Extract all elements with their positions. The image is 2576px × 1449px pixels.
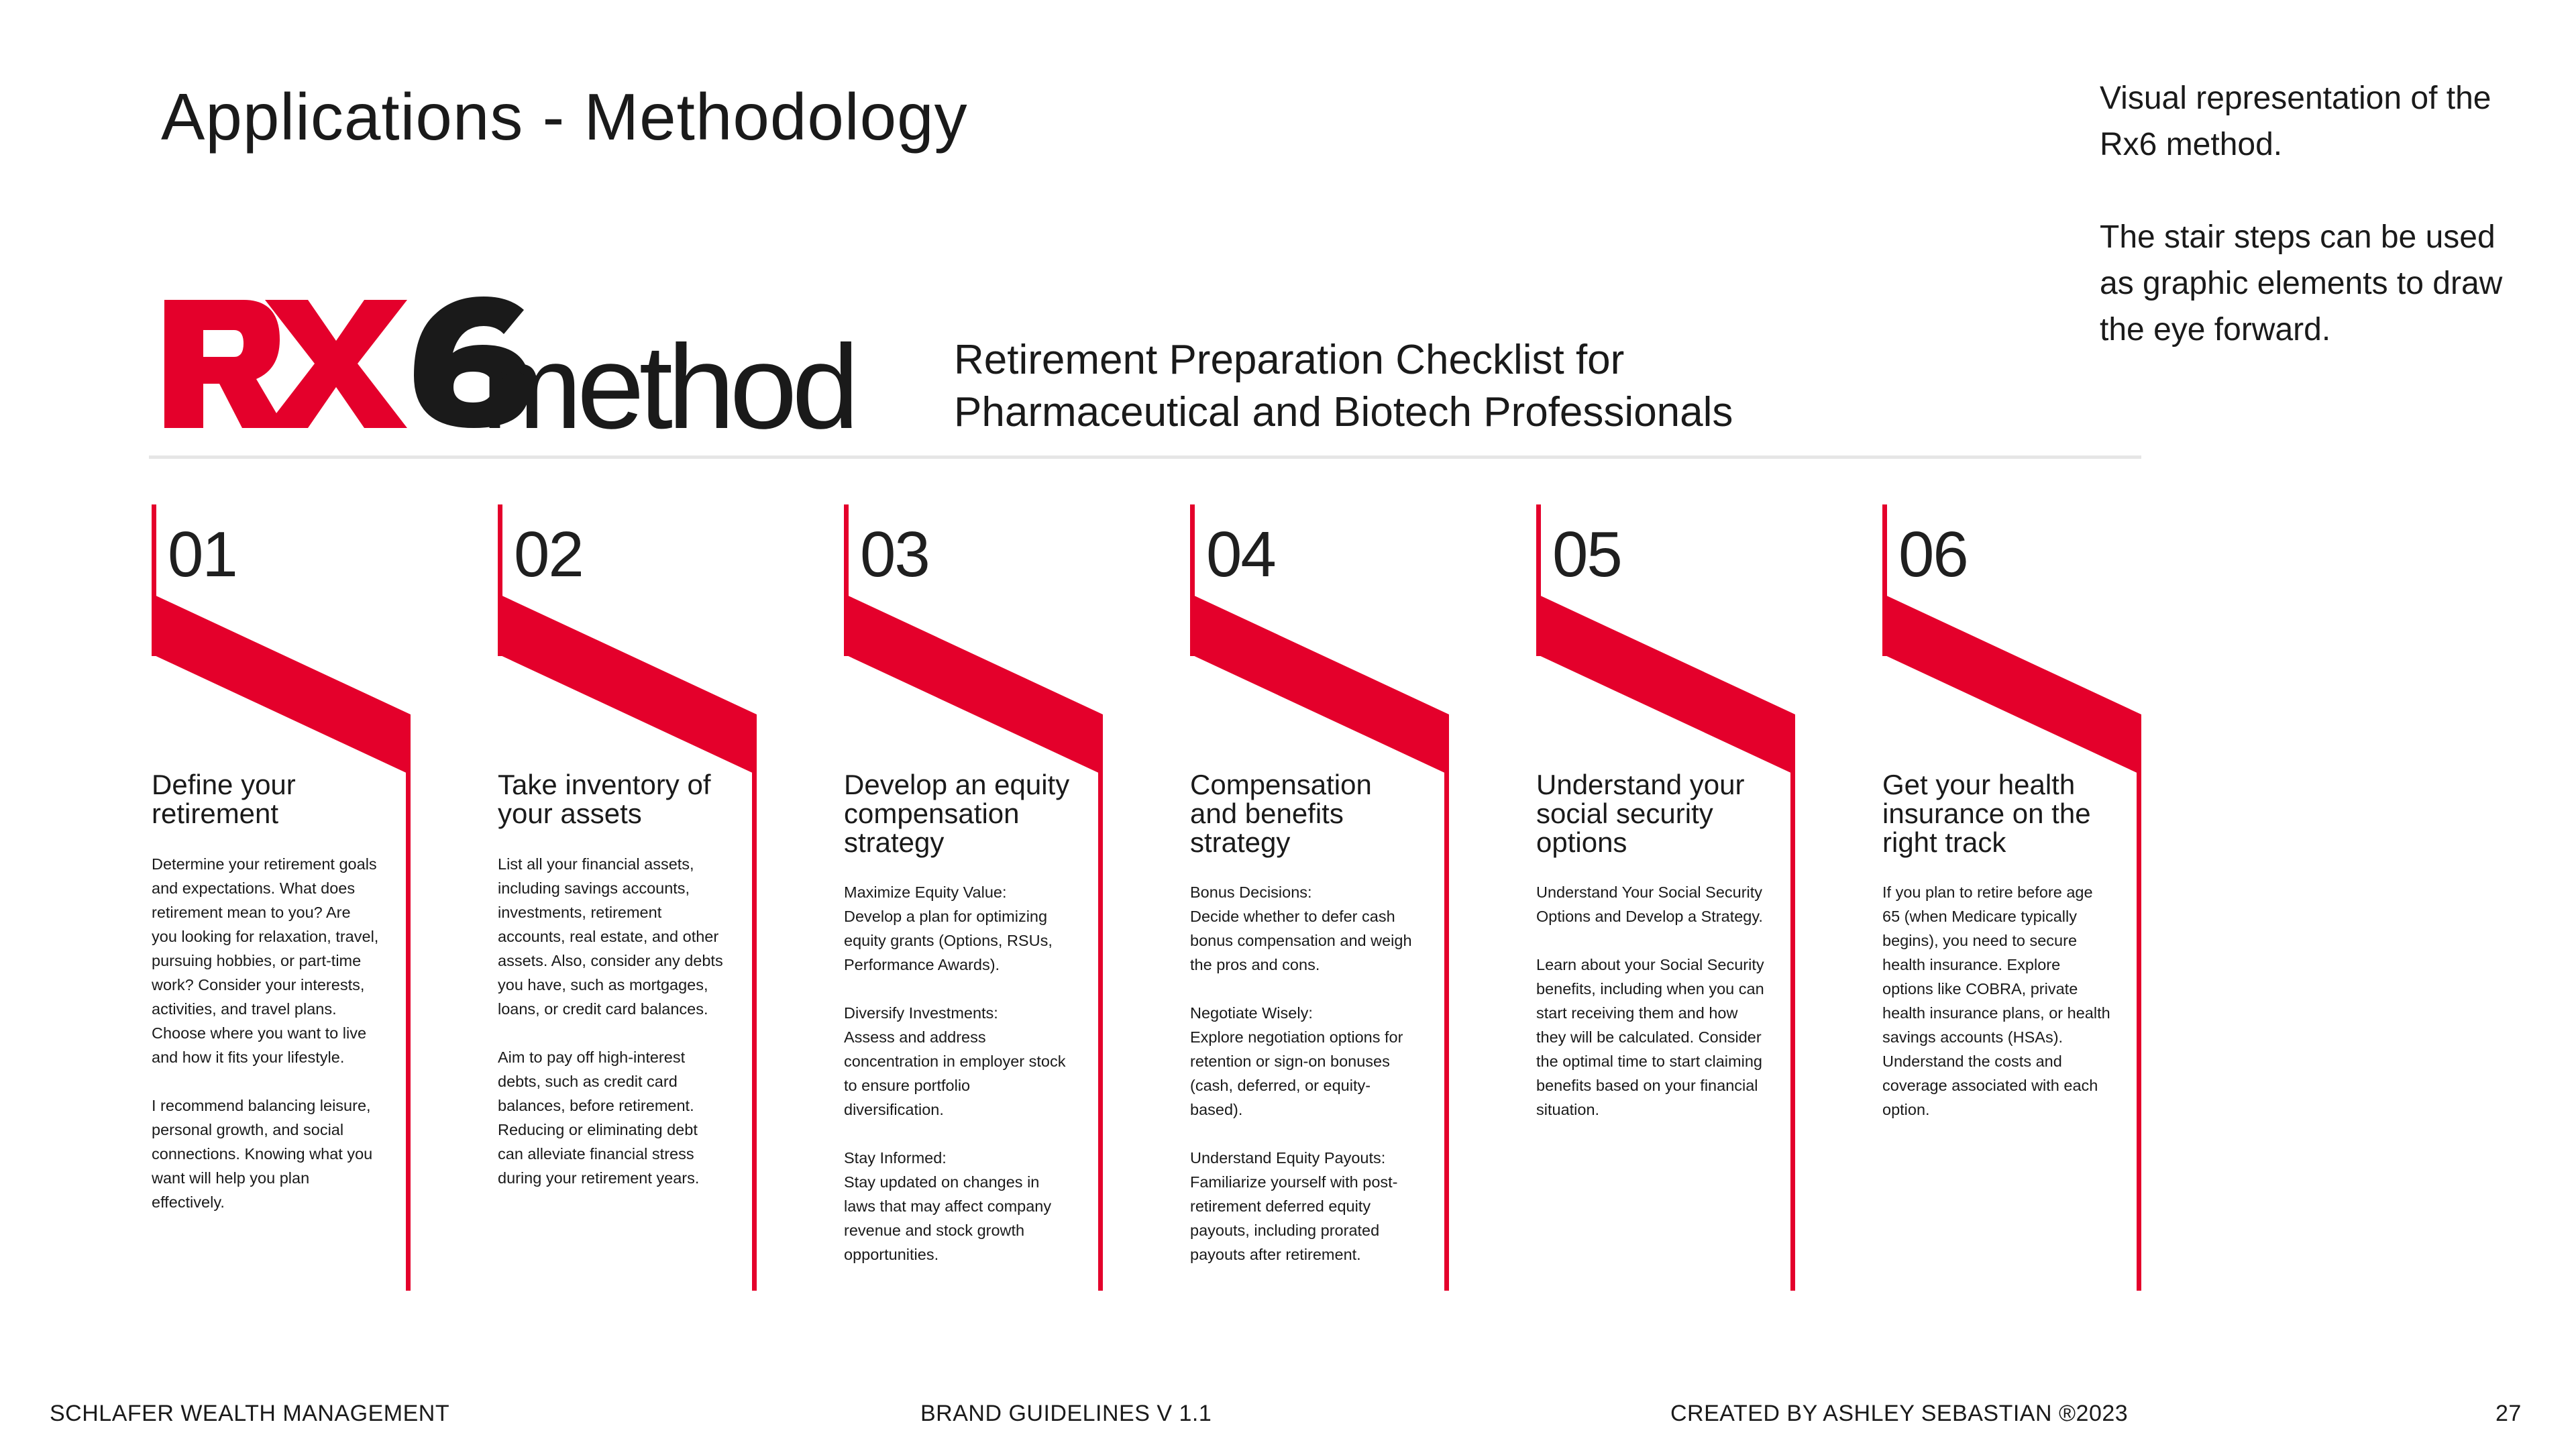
step-number: 05 [1552, 519, 1621, 590]
step-title: Define your retirement [152, 769, 296, 829]
subtitle-line-2: Pharmaceutical and Biotech Professionals [954, 389, 1733, 435]
rx6-monogram [164, 297, 530, 428]
logo-method-text: method [481, 320, 854, 433]
divider-rule [149, 455, 2141, 459]
step-body: List all your financial assets, including savings accounts, investments, retirement accounts, real estate, and other assets. Also, consider any debts you have, such as mortgages, loans, or credit card balances. Aim to pay off high-interest debts, such as credit card balances, before retirement. Reducing or eliminating debt can alleviate financial stress during your retirement years. [498, 855, 723, 1187]
side-note [2100, 75, 2529, 399]
rx6-method-logo [164, 295, 862, 433]
step-06 [1882, 504, 2141, 1291]
step-01 [152, 504, 411, 1291]
checklist-subtitle [954, 334, 1733, 439]
side-note-paragraph: The stair steps can be used as graphic elements to draw the eye forward. [2100, 219, 2503, 347]
step-05 [1536, 504, 1795, 1291]
step-body: If you plan to retire before age 65 (when Medicare typically begins), you need to secure health insurance. Explore options like COBRA, private health insurance plans, or health savings accounts (HSAs). Understand the costs and coverage associated with each option. [1882, 883, 2110, 1118]
step-body: Understand Your Social Security Options and Develop a Strategy. Learn about your Social Security benefits, including when you can start receiving them and how they will be calculated. Consider the optimal time to start claiming benefits based on your financial situation. [1536, 883, 1764, 1118]
page-title: Applications - Methodology [161, 80, 968, 154]
step-body: Determine your retirement goals and expectations. What does retirement mean to you? Are you looking for relaxation, travel, pursuing hobbies, or part-time work? Consider your interests, activities, and travel plans. Choose where you want to live and how it fits your lifestyle. I recommend balancing leisure, personal growth, and social connections. Knowing what you want will help you plan effectively. [152, 855, 379, 1211]
step-number: 06 [1898, 519, 1968, 590]
step-04 [1190, 504, 1449, 1291]
step-02 [498, 504, 757, 1291]
step-number: 03 [860, 519, 929, 590]
step-title: Get your health insurance on the right track [1882, 769, 2091, 858]
step-title: Understand your social security options [1536, 769, 1745, 858]
step-number: 04 [1206, 519, 1275, 590]
footer-page-number: 27 [2496, 1401, 2522, 1426]
step-body: Maximize Equity Value: Develop a plan for optimizing equity grants (Options, RSUs, Performance Awards). Diversify Investments: Assess and address concentration in employer stock to ensure portfolio diversification. Stay Informed: Stay updated on changes in laws that may affect company revenue and stock growth opportunities. [844, 883, 1066, 1263]
step-body: Bonus Decisions: Decide whether to defer cash bonus compensation and weigh the pros and cons. Negotiate Wisely: Explore negotiation options for retention or sign-on bonuses (cash, deferred, or equity-based). Understand Equity Payouts: Familiarize yourself with post-retirement deferred equity payouts, including prorated payouts after retirement. [1190, 883, 1412, 1263]
step-number: 01 [168, 519, 237, 590]
footer-credit: CREATED BY ASHLEY SEBASTIAN ®2023 [1670, 1401, 2129, 1426]
step-03 [844, 504, 1103, 1291]
step-title: Compensation and benefits strategy [1190, 769, 1372, 858]
footer-company: SCHLAFER WEALTH MANAGEMENT [50, 1401, 450, 1426]
subtitle-line-1: Retirement Preparation Checklist for [954, 337, 1625, 383]
step-title: Take inventory of your assets [498, 769, 711, 829]
step-number: 02 [514, 519, 583, 590]
step-title: Develop an equity compensation strategy [844, 769, 1070, 858]
footer-guidelines: BRAND GUIDELINES V 1.1 [920, 1401, 1212, 1426]
side-note-paragraph: Visual representation of the Rx6 method. [2100, 80, 2491, 162]
